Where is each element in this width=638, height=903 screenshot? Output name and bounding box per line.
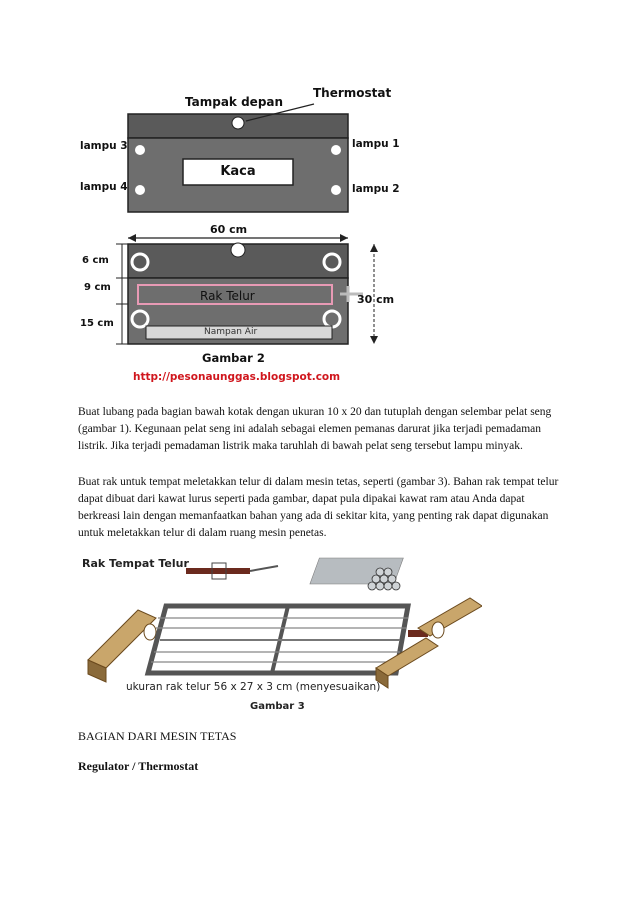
water-tray-label: Nampan Air: [204, 327, 258, 337]
egg-rack-label: Rak Telur: [200, 289, 255, 303]
height-dimension-label: 30 cm: [357, 293, 395, 306]
thermostat-label: Thermostat: [313, 86, 392, 100]
glass-label: Kaca: [220, 164, 256, 179]
section-heading: BAGIAN DARI MESIN TETAS: [78, 729, 237, 743]
lamp-3-label: lampu 3: [80, 140, 128, 152]
figure-3-size-note: ukuran rak telur 56 x 27 x 3 cm (menyesuaikan): [126, 681, 381, 693]
dim-9cm-label: 9 cm: [84, 282, 111, 293]
figure-3-caption: Gambar 3: [250, 701, 305, 712]
paragraph-heating-element: Buat lubang pada bagian bawah kotak dengan ukuran 10 x 20 dan tutuplah dengan selembar pelat seng (gambar 1). Kegunaan pelat seng ini adalah sebagai elemen pemanas darurat jika terjadi pemadaman listrik. Jika terjadi pemadaman listrik maka taruhlah di bawah pelat seng tersebut lampu minyak.: [78, 406, 552, 452]
figure-3-title: Rak Tempat Telur: [82, 557, 189, 570]
dim-6cm-label: 6 cm: [82, 255, 109, 266]
lamp-4-label: lampu 4: [80, 181, 128, 193]
source-url: http://pesonaunggas.blogspot.com: [133, 371, 341, 383]
subheading-regulator: Regulator / Thermostat: [78, 759, 199, 773]
figure-2-caption: Gambar 2: [202, 351, 265, 365]
lamp-1-label: lampu 1: [352, 138, 400, 150]
width-dimension-label: 60 cm: [210, 223, 248, 236]
front-view-label: Tampak depan: [185, 95, 284, 109]
lamp-2-label: lampu 2: [352, 183, 400, 195]
paragraph-egg-rack: Buat rak untuk tempat meletakkan telur di dalam mesin tetas, seperti (gambar 3). Bahan rak tempat telur dapat dibuat dari kawat lurus seperti pada gambar, dapat pula dipakai kawat ram atau Anda dapat berkreasi lain dengan memanfaatkan bahan yang ada di sekitar kita, yang penting rak dapat digunakan untuk meletakkan telur di dalam ruang mesin penetas.: [78, 476, 559, 539]
dim-15cm-label: 15 cm: [80, 318, 114, 329]
